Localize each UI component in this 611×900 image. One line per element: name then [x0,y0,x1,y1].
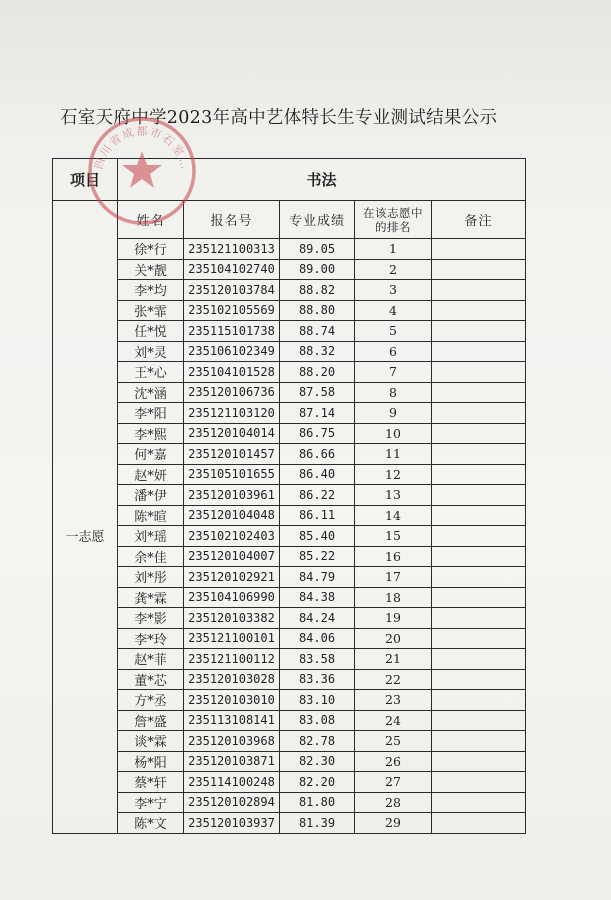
cell-name: 王*心 [118,362,184,383]
cell-rank: 18 [355,587,432,608]
subject-label: 书法 [118,159,526,201]
cell-name: 蔡*轩 [118,772,184,793]
cell-score: 88.80 [280,300,355,321]
cell-score: 84.38 [280,587,355,608]
cell-registration-id: 235120106736 [184,382,280,403]
cell-name: 何*嘉 [118,444,184,465]
cell-name: 龚*霖 [118,587,184,608]
cell-note [432,239,526,260]
cell-rank: 29 [355,813,432,834]
cell-score: 84.24 [280,608,355,629]
table-row [53,669,526,690]
cell-note [432,628,526,649]
cell-registration-id: 235104102740 [184,259,280,280]
cell-rank: 21 [355,649,432,670]
cell-note [432,813,526,834]
cell-registration-id: 235120104048 [184,505,280,526]
cell-registration-id: 235120103961 [184,485,280,506]
cell-rank: 26 [355,751,432,772]
table-row [53,505,526,526]
cell-rank: 25 [355,731,432,752]
cell-score: 84.79 [280,567,355,588]
cell-score: 88.74 [280,321,355,342]
cell-name: 余*佳 [118,546,184,567]
cell-registration-id: 235120104007 [184,546,280,567]
table-row [53,587,526,608]
cell-name: 李*阳 [118,403,184,424]
table-row [53,710,526,731]
table-row [53,628,526,649]
table-row [53,772,526,793]
cell-name: 潘*伊 [118,485,184,506]
seal-star-icon [122,151,162,188]
cell-score: 81.39 [280,813,355,834]
cell-note [432,382,526,403]
cell-note [432,259,526,280]
cell-note [432,772,526,793]
cell-score: 83.08 [280,710,355,731]
cell-note [432,649,526,670]
cell-rank: 17 [355,567,432,588]
cell-note [432,341,526,362]
cell-name: 李*熙 [118,423,184,444]
cell-registration-id: 235105101655 [184,464,280,485]
table-row [53,813,526,834]
cell-score: 83.58 [280,649,355,670]
cell-registration-id: 235120102921 [184,567,280,588]
cell-registration-id: 235120103968 [184,731,280,752]
cell-registration-id: 235113108141 [184,710,280,731]
cell-rank: 14 [355,505,432,526]
cell-registration-id: 235120103871 [184,751,280,772]
cell-score: 86.66 [280,444,355,465]
cell-note [432,444,526,465]
table-row [53,751,526,772]
cell-rank: 9 [355,403,432,424]
cell-registration-id: 235102105569 [184,300,280,321]
cell-name: 刘*彤 [118,567,184,588]
cell-name: 杨*阳 [118,751,184,772]
table-row [53,444,526,465]
cell-rank: 20 [355,628,432,649]
cell-rank: 11 [355,444,432,465]
cell-note [432,464,526,485]
cell-score: 86.40 [280,464,355,485]
cell-registration-id: 235104106990 [184,587,280,608]
cell-note [432,608,526,629]
cell-score: 82.78 [280,731,355,752]
cell-score: 83.36 [280,669,355,690]
table-row [53,239,526,260]
cell-score: 85.40 [280,526,355,547]
cell-rank: 22 [355,669,432,690]
table-row [53,485,526,506]
column-header-id: 报名号 [184,201,280,239]
cell-note [432,587,526,608]
cell-rank: 12 [355,464,432,485]
cell-registration-id: 235121100112 [184,649,280,670]
cell-registration-id: 235120103028 [184,669,280,690]
cell-registration-id: 235120104014 [184,423,280,444]
results-table [52,158,526,834]
cell-rank: 3 [355,280,432,301]
cell-name: 徐*行 [118,239,184,260]
cell-rank: 28 [355,792,432,813]
column-header-rank-line1: 在该志愿中 [363,205,423,220]
cell-rank: 19 [355,608,432,629]
cell-note [432,321,526,342]
cell-name: 赵*菲 [118,649,184,670]
cell-note [432,362,526,383]
cell-registration-id: 235106102349 [184,341,280,362]
cell-note [432,300,526,321]
cell-name: 李*宁 [118,792,184,813]
cell-score: 86.11 [280,505,355,526]
cell-registration-id: 235121100101 [184,628,280,649]
cell-rank: 5 [355,321,432,342]
cell-name: 关*靓 [118,259,184,280]
cell-rank: 8 [355,382,432,403]
cell-name: 方*丞 [118,690,184,711]
table-row [53,464,526,485]
cell-registration-id: 235120102894 [184,792,280,813]
cell-registration-id: 235102102403 [184,526,280,547]
cell-score: 89.05 [280,239,355,260]
column-header-name: 姓名 [118,201,184,239]
cell-rank: 2 [355,259,432,280]
table-row [53,259,526,280]
cell-note [432,690,526,711]
column-header-score: 专业成绩 [280,201,355,239]
cell-registration-id: 235115101738 [184,321,280,342]
cell-name: 詹*盛 [118,710,184,731]
cell-score: 84.06 [280,628,355,649]
table-row [53,731,526,752]
cell-name: 张*霏 [118,300,184,321]
table-row [53,300,526,321]
cell-note [432,792,526,813]
cell-rank: 24 [355,710,432,731]
cell-score: 83.10 [280,690,355,711]
volunteer-label: 一志愿 [53,239,118,834]
table-row [53,567,526,588]
table-row [53,526,526,547]
table-row [53,403,526,424]
cell-name: 陈*暄 [118,505,184,526]
cell-name: 陈*文 [118,813,184,834]
cell-registration-id: 235120103382 [184,608,280,629]
seal-text: 四川省成都市石室… [92,124,193,173]
cell-score: 88.20 [280,362,355,383]
cell-registration-id: 235121100313 [184,239,280,260]
cell-score: 82.20 [280,772,355,793]
page-title: 石室天府中学2023年高中艺体特长生专业测试结果公示 [60,108,498,128]
table-row [53,382,526,403]
cell-name: 李*影 [118,608,184,629]
cell-score: 86.22 [280,485,355,506]
cell-name: 谈*霖 [118,731,184,752]
cell-name: 赵*妍 [118,464,184,485]
table-row [53,608,526,629]
cell-registration-id: 235120103937 [184,813,280,834]
cell-note [432,505,526,526]
cell-note [432,546,526,567]
table-row [53,341,526,362]
cell-registration-id: 235114100248 [184,772,280,793]
cell-rank: 27 [355,772,432,793]
cell-score: 87.14 [280,403,355,424]
cell-note [432,731,526,752]
cell-name: 任*悦 [118,321,184,342]
column-header-note: 备注 [432,201,526,239]
cell-note [432,403,526,424]
table-row [53,280,526,301]
cell-rank: 16 [355,546,432,567]
table-row [53,546,526,567]
cell-score: 87.58 [280,382,355,403]
table-row [53,649,526,670]
cell-registration-id: 235120101457 [184,444,280,465]
cell-score: 81.80 [280,792,355,813]
table-row [53,321,526,342]
official-seal-stamp [86,115,198,227]
cell-name: 刘*瑶 [118,526,184,547]
project-label: 项目 [53,159,118,201]
cell-note [432,423,526,444]
cell-note [432,751,526,772]
table-row [53,423,526,444]
cell-note [432,669,526,690]
table-row [53,792,526,813]
cell-registration-id: 235104101528 [184,362,280,383]
cell-score: 88.82 [280,280,355,301]
cell-rank: 13 [355,485,432,506]
cell-rank: 15 [355,526,432,547]
cell-registration-id: 235120103010 [184,690,280,711]
cell-note [432,710,526,731]
cell-note [432,485,526,506]
cell-name: 董*芯 [118,669,184,690]
cell-note [432,280,526,301]
cell-score: 86.75 [280,423,355,444]
cell-rank: 23 [355,690,432,711]
cell-name: 刘*灵 [118,341,184,362]
cell-note [432,567,526,588]
cell-note [432,526,526,547]
cell-name: 沈*涵 [118,382,184,403]
cell-name: 李*均 [118,280,184,301]
table-row [53,690,526,711]
table-row [53,362,526,383]
cell-rank: 4 [355,300,432,321]
cell-rank: 6 [355,341,432,362]
cell-rank: 1 [355,239,432,260]
column-header-rank-line2: 的排名 [375,219,411,234]
cell-score: 82.30 [280,751,355,772]
cell-score: 88.32 [280,341,355,362]
cell-registration-id: 235120103784 [184,280,280,301]
cell-rank: 7 [355,362,432,383]
cell-score: 85.22 [280,546,355,567]
cell-name: 李*玲 [118,628,184,649]
cell-score: 89.00 [280,259,355,280]
cell-registration-id: 235121103120 [184,403,280,424]
cell-rank: 10 [355,423,432,444]
column-header-rank [355,201,432,239]
